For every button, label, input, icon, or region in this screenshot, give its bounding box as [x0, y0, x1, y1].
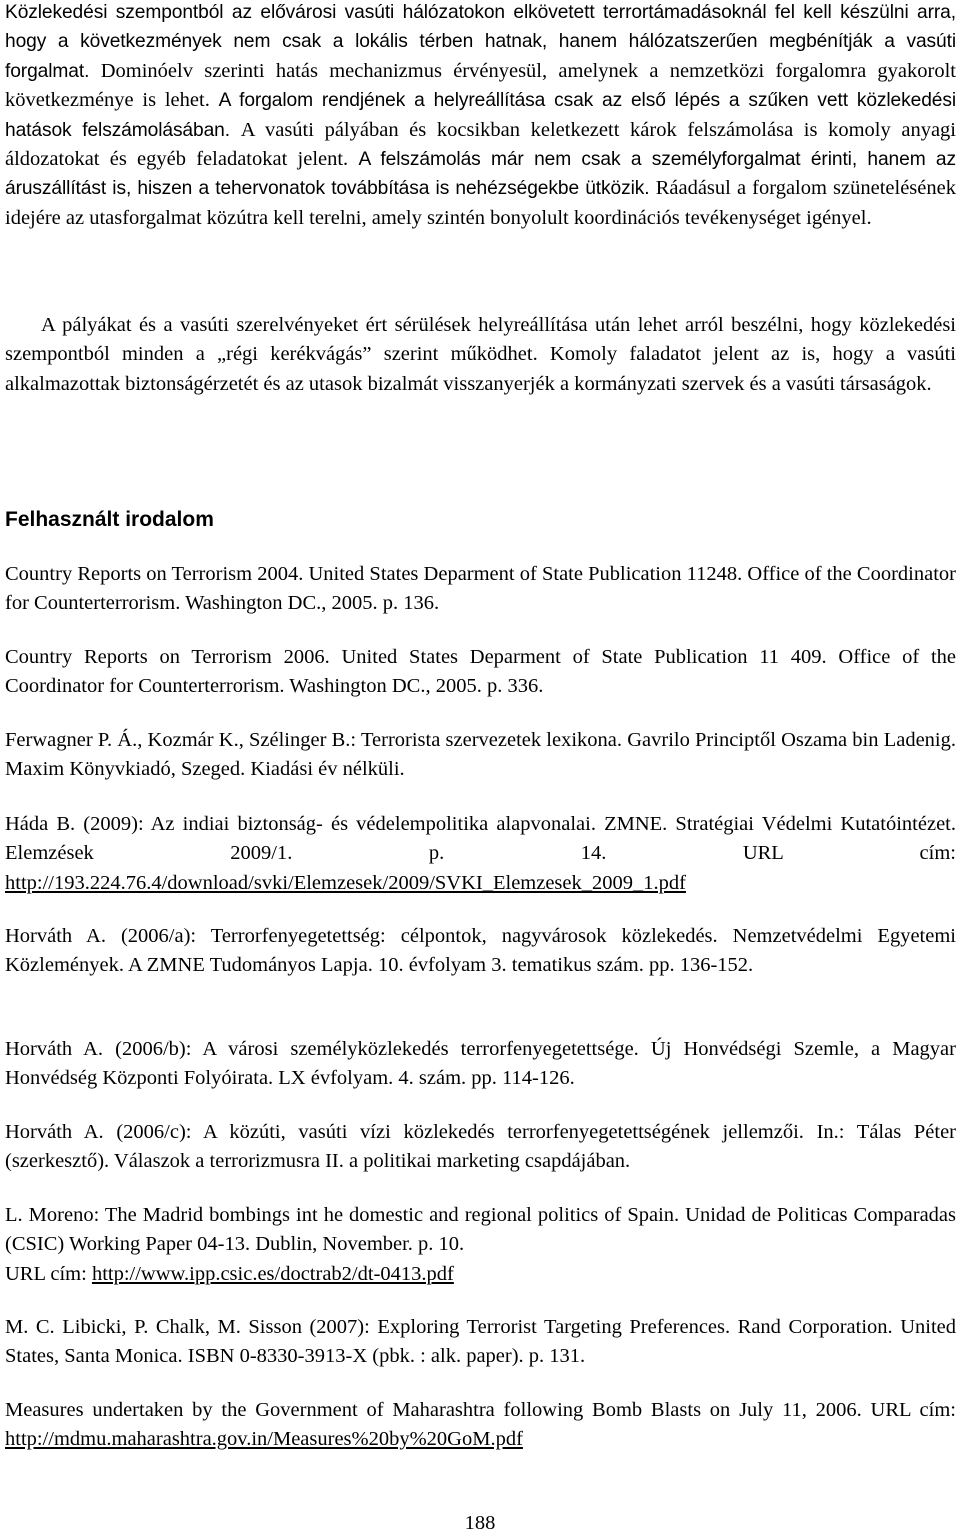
- paragraph-1-part-a: Közlekedési szempontból az elővárosi vasúti hálózatokon elkövetett terrortámadásoknál fel kell készülni arra, hogy a következmények nem csak a lokális térben hatnak, hanem hálózatszerűen megbénítják a vasúti forgalmat.: [5, 2, 956, 82]
- reference-text: Country Reports on Terrorism 2004. United States Deparment of State Publication 11248. Office of the Coordinator for Counterterrorism. Washington DC., 2005. p. 136.: [5, 563, 956, 615]
- paragraph-1-part-e: A felszámolás már nem csak a személyforgalmat érinti, hanem az áruszállítást is, hiszen a tehervonatok továbbítása is nehézségekbe ütközik.: [5, 149, 956, 200]
- reference-item: [5, 1396, 956, 1455]
- reference-text: Horváth A. (2006/a): Terrorfenyegetettség: célpontok, nagyvárosok közlekedés. Nemzetvédelmi Egyetemi Közlemények. A ZMNE Tudományos Lapja. 10. évfolyam 3. tematikus szám. pp. 136-152.: [5, 925, 956, 977]
- body-paragraph-2: A pályákat és a vasúti szerelvényeket ért sérülések helyreállítása után lehet arról beszélni, hogy közlekedési szempontból minden a „régi kerékvágás” szerint működhet. Komoly faladatot jelent az is, hogy a vasúti alkalmazottak biztonságérzetét és az utasok bizalmát visszanyerjék a kormányzati szervek és a vasúti társaságok.: [5, 314, 956, 395]
- references-heading: Felhasznált irodalom: [5, 508, 214, 531]
- reference-url-link[interactable]: http://mdmu.maharashtra.gov.in/Measures%20by%20GoM.pdf: [5, 1428, 523, 1451]
- paragraph-1-part-d: A vasúti pályában és kocsikban keletkezett károk felszámolása is komoly anyagi áldozatokat és egyéb feladatokat jelent.: [5, 118, 957, 171]
- page-number: 188: [464, 1512, 496, 1534]
- paragraph-1-part-c: A forgalom rendjének a helyreállítása csak az első lépés a szűken vett közlekedési hatások felszámolásában.: [5, 90, 956, 141]
- reference-item: [5, 726, 956, 785]
- reference-item: [5, 1313, 956, 1372]
- reference-item: [5, 1118, 956, 1177]
- body-paragraph-1: [5, 0, 956, 233]
- reference-text: Háda B. (2009): Az indiai biztonság- és védelempolitika alapvonalai. ZMNE. Stratégiai Védelmi Kutatóintézet. Elemzések 2009/1. p. 14. URL cím:: [5, 813, 956, 865]
- reference-url-label: URL cím:: [5, 1262, 92, 1285]
- reference-item: [5, 1201, 956, 1289]
- paragraph-1-part-b: Dominóelv szerinti hatás mechanizmus érvényesül, amelynek a nemzetközi forgalomra gyakorolt következménye is lehet.: [5, 59, 957, 112]
- reference-text: Ferwagner P. Á., Kozmár K., Szélinger B.: Terrorista szervezetek lexikona. Gavrilo Principtől Oszama bin Ladenig. Maxim Könyvkiadó, Szeged. Kiadási év nélküli.: [5, 729, 956, 781]
- reference-text: Measures undertaken by the Government of Maharashtra following Bomb Blasts on July 11, 2006. URL cím:: [5, 1399, 956, 1421]
- reference-item: [5, 810, 956, 898]
- reference-item: [5, 643, 956, 702]
- reference-text: Horváth A. (2006/c): A közúti, vasúti vízi közlekedés terrorfenyegetettségének jellemzői. In.: Tálas Péter (szerkesztő). Válaszok a terrorizmusra II. a politikai marketing csapdájában.: [5, 1121, 956, 1173]
- reference-text: Horváth A. (2006/b): A városi személyközlekedés terrorfenyegetettsége. Új Honvédségi Szemle, a Magyar Honvédség Központi Folyóirata. LX évfolyam. 4. szám. pp. 114-126.: [5, 1038, 956, 1090]
- reference-item: [5, 560, 956, 619]
- reference-url-link[interactable]: http://www.ipp.csic.es/doctrab2/dt-0413.pdf: [91, 1262, 454, 1285]
- reference-text: M. C. Libicki, P. Chalk, M. Sisson (2007): Exploring Terrorist Targeting Preferences. Rand Corporation. United States, Santa Monica. ISBN 0-8330-3913-X (pbk. : alk. paper). p. 131.: [5, 1316, 956, 1368]
- reference-item: [5, 1035, 956, 1094]
- reference-text: L. Moreno: The Madrid bombings int he domestic and regional politics of Spain. Unidad de Politicas Comparadas (CSIC) Working Paper 04-13. Dublin, November. p. 10.: [5, 1204, 956, 1256]
- reference-item: [5, 922, 956, 981]
- paragraph-1-part-f: Ráadásul a forgalom szünetelésének idejére az utasforgalmat közútra kell terelni, amely szintén bonyolult koordinációs tevékenységet igényel.: [5, 177, 956, 229]
- reference-url-link[interactable]: http://193.224.76.4/download/svki/Elemzesek/2009/SVKI_Elemzesek_2009_1.pdf: [5, 871, 686, 894]
- reference-text: Country Reports on Terrorism 2006. United States Deparment of State Publication 11 409. Office of the Coordinator for Counterterrorism. Washington DC., 2005. p. 336.: [5, 646, 956, 698]
